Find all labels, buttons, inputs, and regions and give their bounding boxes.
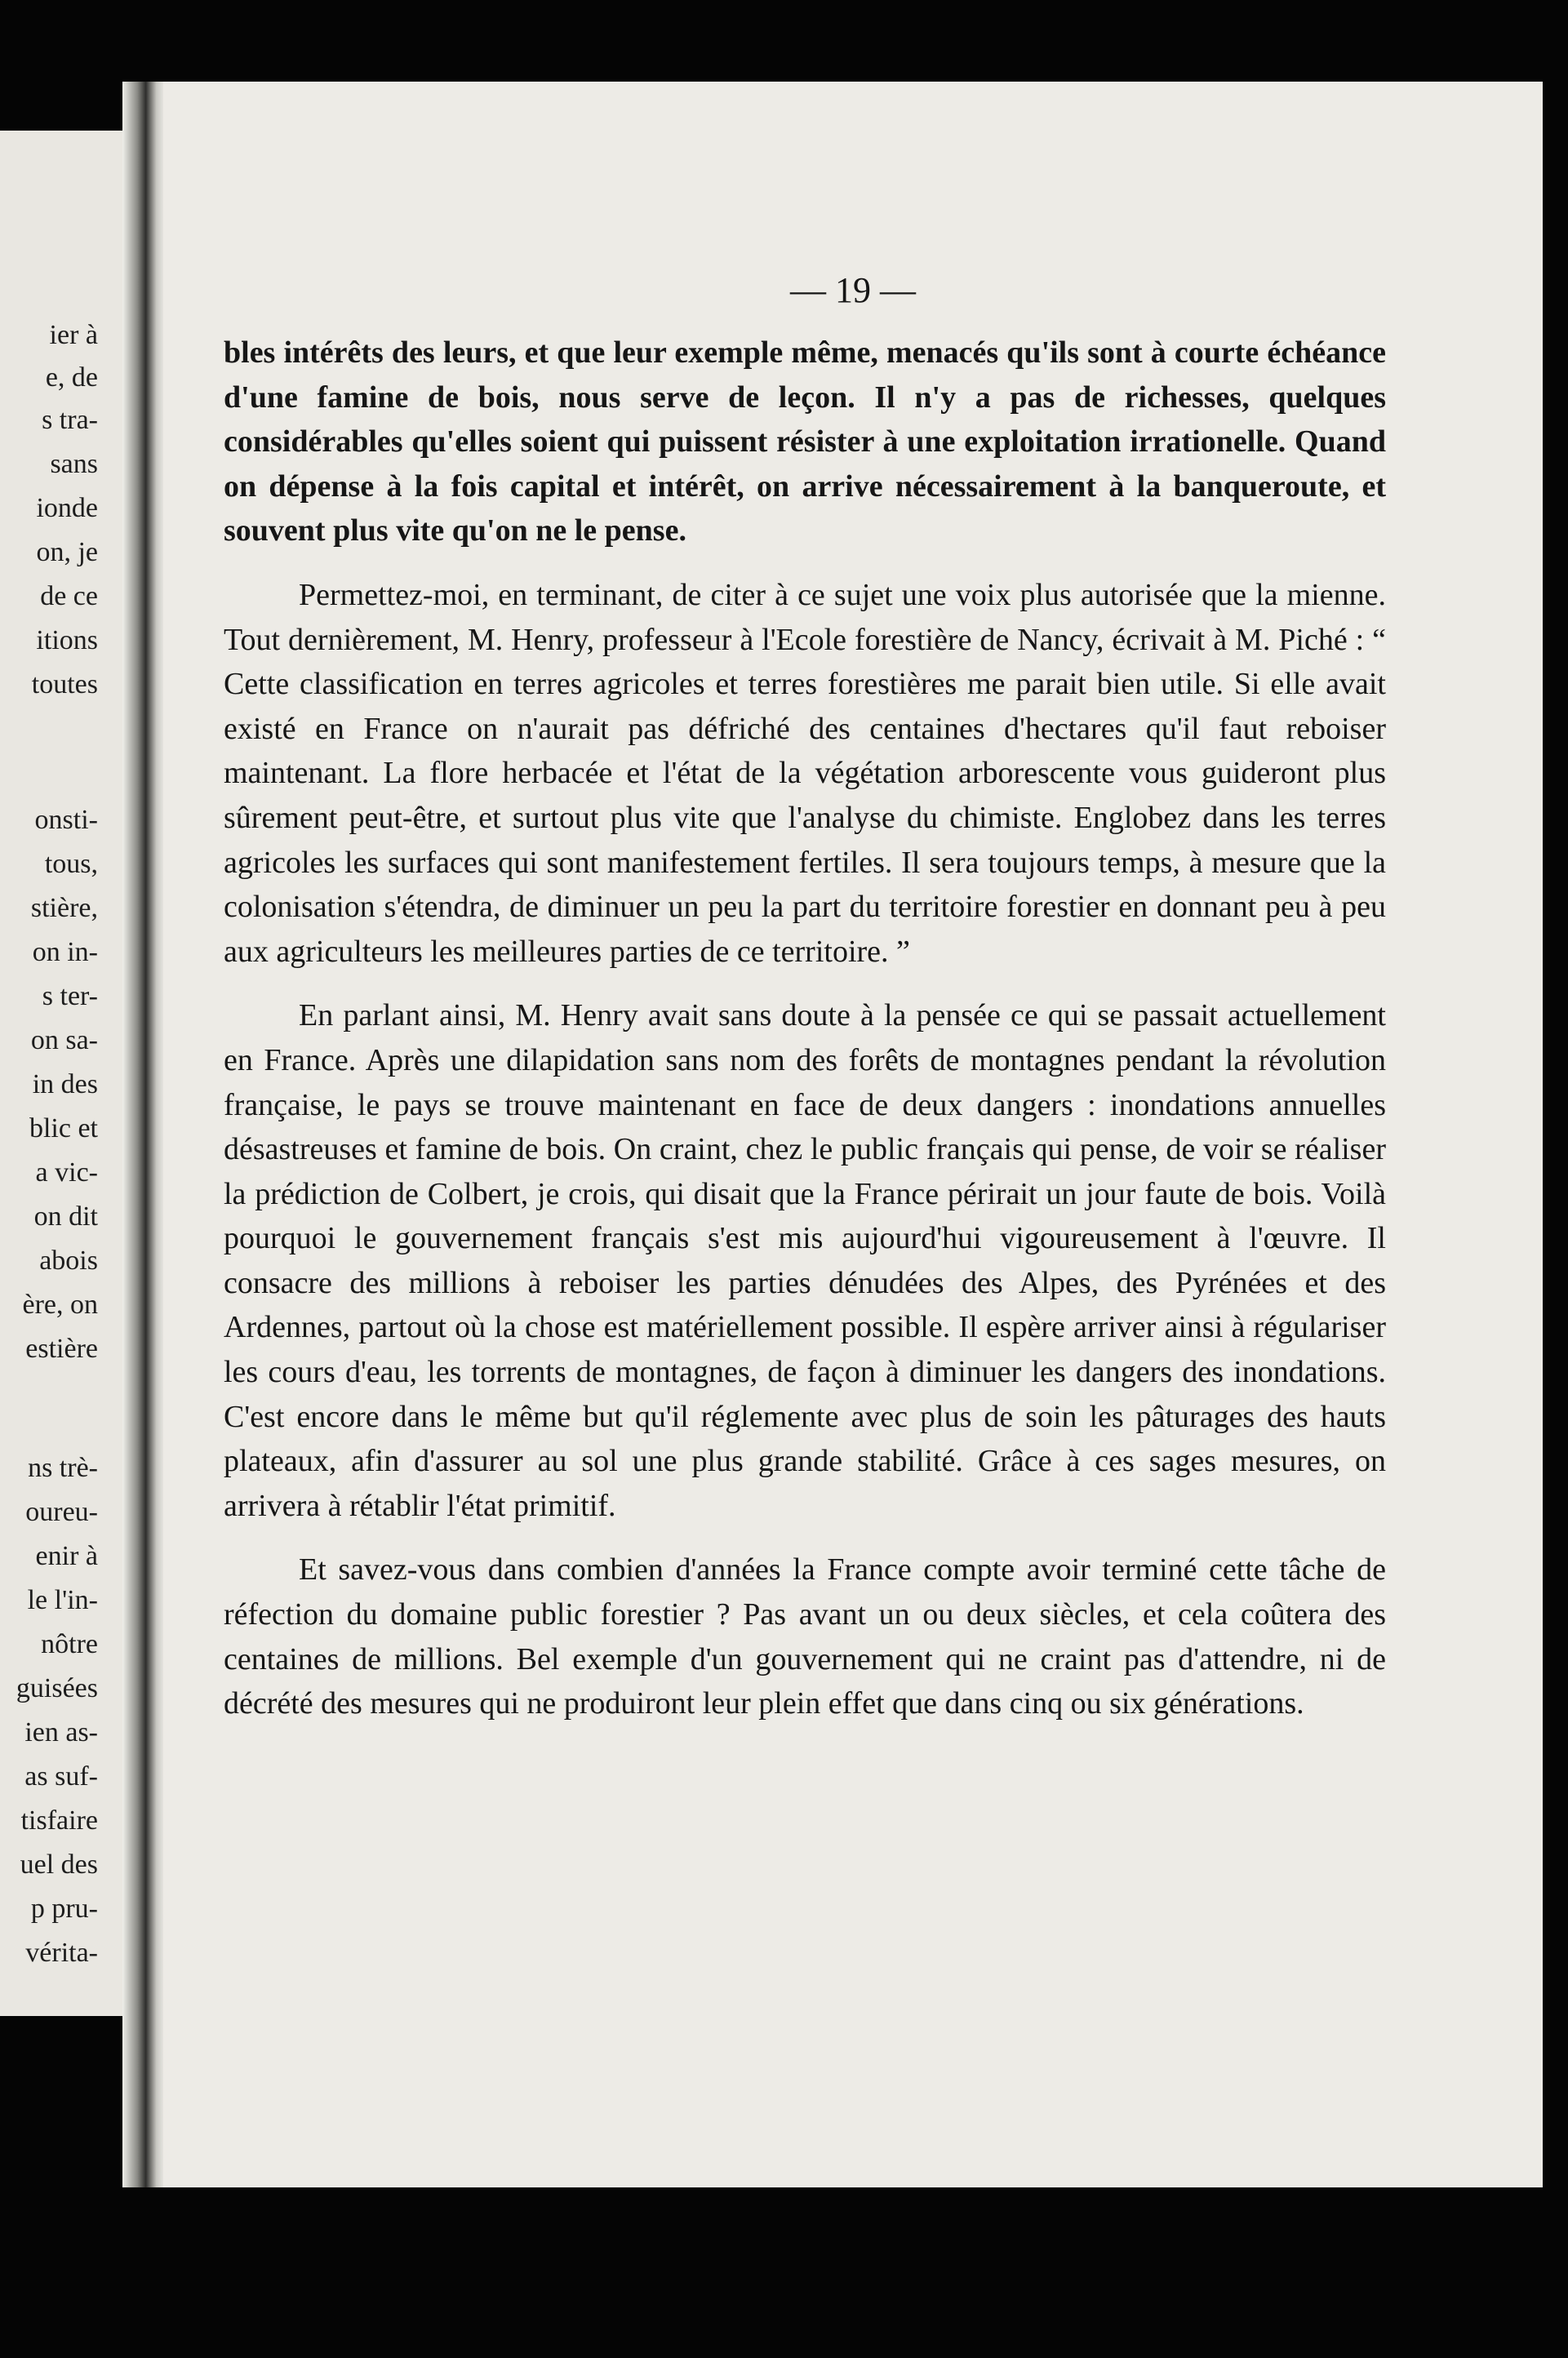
left-page-line: s tra- <box>42 405 98 435</box>
left-page-line: ier à <box>49 320 98 350</box>
left-page-line: on in- <box>32 937 98 967</box>
left-page-line: ns trè- <box>28 1453 98 1483</box>
left-page-line: tous, <box>44 849 98 879</box>
left-page-line: p pru- <box>30 1894 98 1924</box>
left-page-line: on dit <box>33 1201 98 1232</box>
left-page-line: ère, on <box>22 1290 98 1320</box>
left-page-line: le l'in- <box>27 1585 98 1615</box>
left-page-line: ien as- <box>24 1717 98 1747</box>
left-page-line: s ter- <box>42 981 98 1011</box>
paragraph: bles intérêts des leurs, et que leur exemple même, menacés qu'ils sont à courte échéance d'une famine de bois, nous serve de leçon. Il n'y a pas de richesses, quelques considérables qu'elles soient qui puissent résister à une exploitation irrationelle. Quand on dépense à la fois capital et intérêt, on arrive nécessairement à la banqueroute, et souvent plus vite qu'on ne le pense. <box>224 335 1386 548</box>
book-binding-gutter <box>122 82 165 2187</box>
left-page-line: blic et <box>29 1113 98 1143</box>
left-page-line: onsti- <box>34 805 98 835</box>
left-page-line: itions <box>36 625 98 655</box>
left-page-line: enir à <box>35 1541 98 1571</box>
page-body <box>224 331 1386 1726</box>
paragraph: Permettez-moi, en terminant, de citer à ce sujet une voix plus autorisée que la mienne. Tout dernièrement, M. Henry, professeur à l'Ecole forestière de Nancy, écrivait à M. Piché : “ Cette classification en terres agricoles et terres forestières me parait bien utile. Si elle avait existé en France on n'aurait pas défriché des centaines d'hectares qu'il faut reboiser maintenant. La flore herbacée et l'état de la végétation arborescente vous guideront plus sûrement peut-être, et surtout plus vite que l'analyse du chimiste. Englobez dans les terres agricoles les surfaces qui sont manifestement fertiles. Il sera toujours temps, à mesure que la colonisation s'étendra, de diminuer un peu la part du territoire forestier en donnant peu à peu aux agriculteurs les meilleures parties de ce territoire. ” <box>224 577 1386 969</box>
left-page-line: oureu- <box>25 1497 98 1527</box>
left-page-line: uel des <box>20 1850 98 1880</box>
left-page-line: abois <box>39 1246 98 1276</box>
left-page-line: guisées <box>16 1673 98 1703</box>
left-page-line: sans <box>50 449 98 479</box>
previous-page-fragment <box>0 131 122 2016</box>
left-page-line: de ce <box>40 581 98 611</box>
paragraph: En parlant ainsi, M. Henry avait sans doute à la pensée ce qui se passait actuellement en France. Après une dilapidation sans nom des forêts de montagnes pendant la révolution française, le pays se trouve maintenant en face de deux dangers : inondations annuelles désastreuses et famine de bois. On craint, chez le public français qui pense, de voir se réaliser la prédiction de Colbert, je crois, qui disait que la France périrait un jour faute de bois. Voilà pourquoi le gouvernement français s'est mis aujourd'hui vigoureusement à l'œuvre. Il consacre des millions à reboiser les parties dénudées des Alpes, des Pyrénées et des Ardennes, partout où la chose est matériellement possible. Il espère arriver ainsi à régulariser les cours d'eau, les torrents de montagnes, de façon à diminuer les dangers des inondations. C'est encore dans le même but qu'il réglemente avec plus de soin les pâturages des hauts plateaux, afin d'assurer au sol une plus grande stabilité. Grâce à ces sages mesures, on arrivera à rétablir l'état primitif. <box>224 998 1386 1523</box>
left-page-line: stière, <box>30 893 98 923</box>
left-page-line: tisfaire <box>20 1805 98 1836</box>
book-page <box>163 82 1543 2187</box>
left-page-line: ionde <box>36 493 98 523</box>
left-page-line: e, de <box>45 362 98 393</box>
left-page-line: vérita- <box>25 1938 98 1968</box>
left-page-line: nôtre <box>41 1629 98 1659</box>
left-page-line: estière <box>25 1334 98 1364</box>
left-page-line: as suf- <box>24 1761 98 1792</box>
left-page-line: toutes <box>31 669 98 699</box>
paragraph: Et savez-vous dans combien d'années la France compte avoir terminé cette tâche de réfection du domaine public forestier ? Pas avant un ou deux siècles, et cela coûtera des centaines de millions. Bel exemple d'un gouvernement qui ne craint pas d'attendre, ni de décrété des mesures qui ne produiront leur plein effet que dans cinq ou six générations. <box>224 1552 1386 1721</box>
left-page-line: on sa- <box>30 1025 98 1055</box>
left-page-line: on, je <box>36 537 98 567</box>
left-page-line: a vic- <box>35 1157 98 1188</box>
page-number: — 19 — <box>790 270 916 310</box>
left-page-line: in des <box>32 1069 98 1099</box>
